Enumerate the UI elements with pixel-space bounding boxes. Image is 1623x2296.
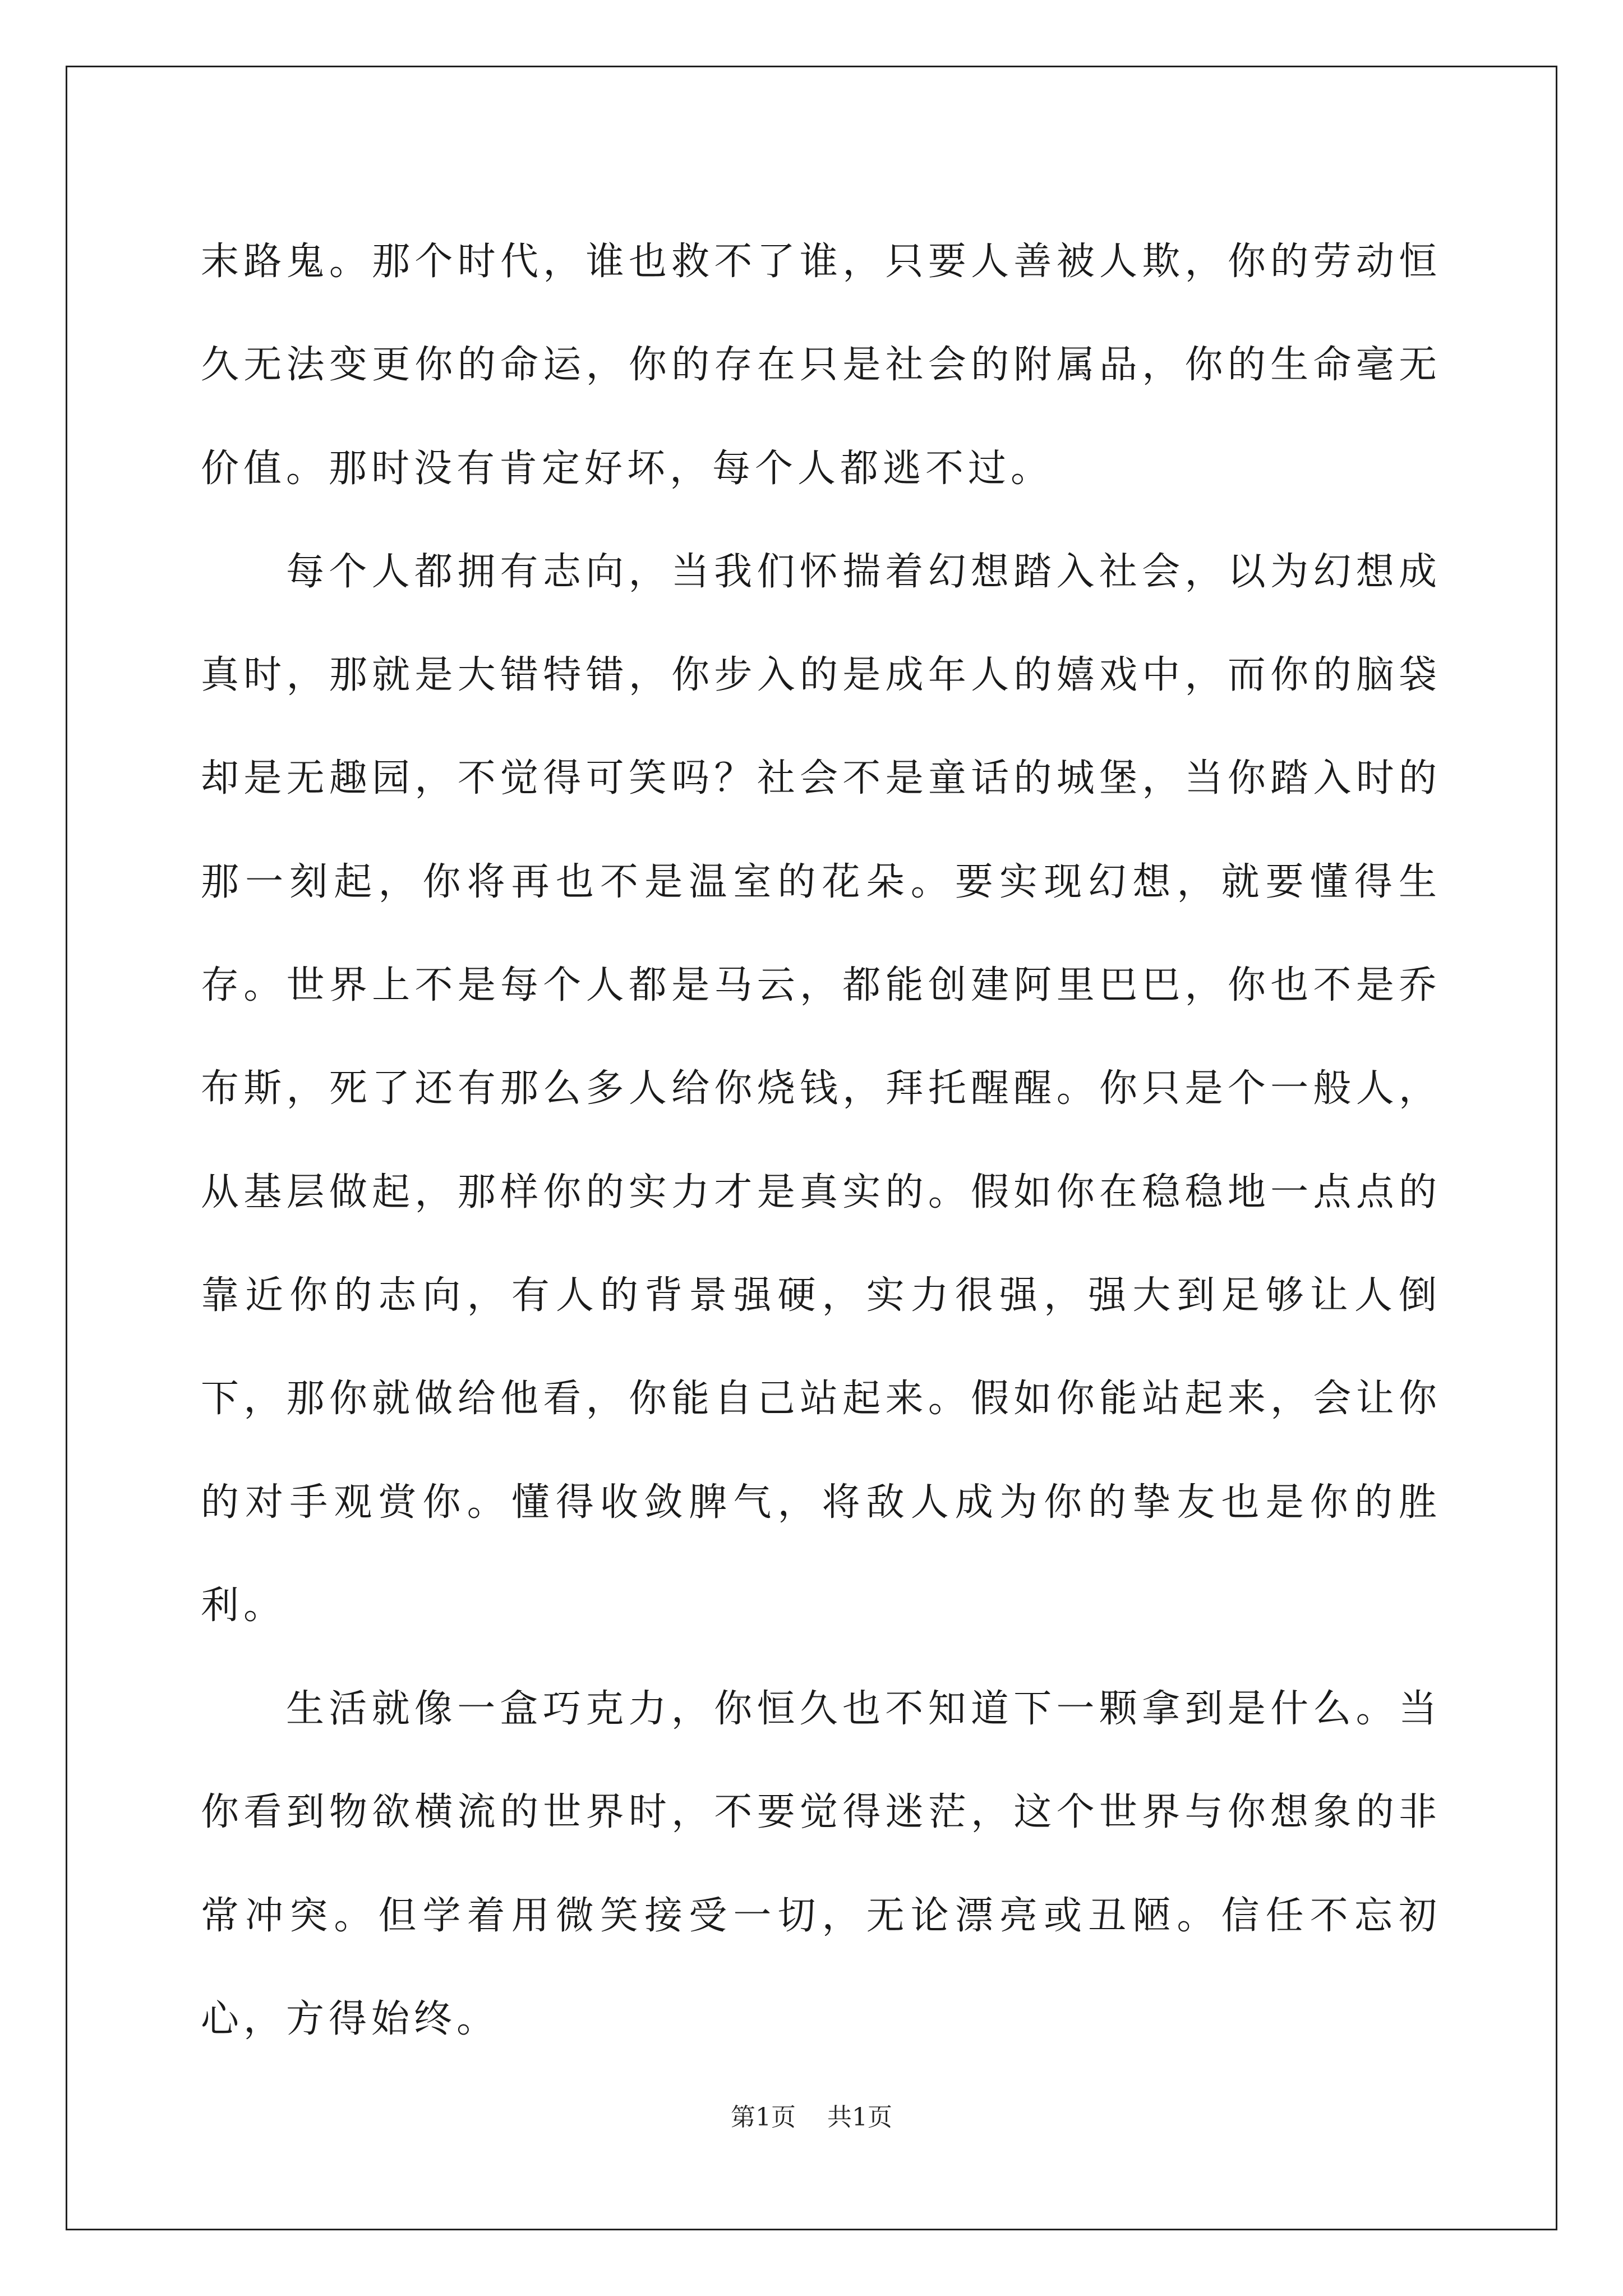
- page-number-total: 共1页: [827, 2103, 892, 2132]
- paragraph-2: 每个人都拥有志向，当我们怀揣着幻想踏入社会，以为幻想成真时，那就是大错特错，你步入的是成年人的嬉戏中，而你的脑袋却是无趣园，不觉得可笑吗？社会不是童话的城堡，当你踏入时的那一刻起，你将再也不是温室的花朵。要实现幻想，就要懂得生存。世界上不是每个人都是马云，都能创建阿里巴巴，你也不是乔布斯，死了还有那么多人给你烧钱，拜托醒醒。你只是个一般人，从基层做起，那样你的实力才是真实的。假如你在稳稳地一点点的靠近你的志向，有人的背景强硬，实力很强，强大到足够让人倒下，那你就做给他看，你能自己站起来。假如你能站起来，会让你的对手观赏你。懂得收敛脾气，将敌人成为你的挚友也是你的胜利。: [201, 549, 1441, 1628]
- page-number-current: 第1页: [731, 2103, 796, 2132]
- paragraph-1: 末路鬼。那个时代，谁也救不了谁，只要人善被人欺，你的劳动恒久无法变更你的命运，你的存在只是社会的附属品，你的生命毫无价值。那时没有肯定好坏，每个人都逃不过。: [201, 240, 1441, 491]
- paragraph-3: 生活就像一盒巧克力，你恒久也不知道下一颗拿到是什么。当你看到物欲横流的世界时，不要觉得迷茫，这个世界与你想象的非常冲突。但学着用微笑接受一切，无论漂亮或丑陋。信任不忘初心，方得始终。: [201, 1687, 1441, 2042]
- page-footer: [0, 2101, 1623, 2134]
- document-body: [201, 210, 1441, 2071]
